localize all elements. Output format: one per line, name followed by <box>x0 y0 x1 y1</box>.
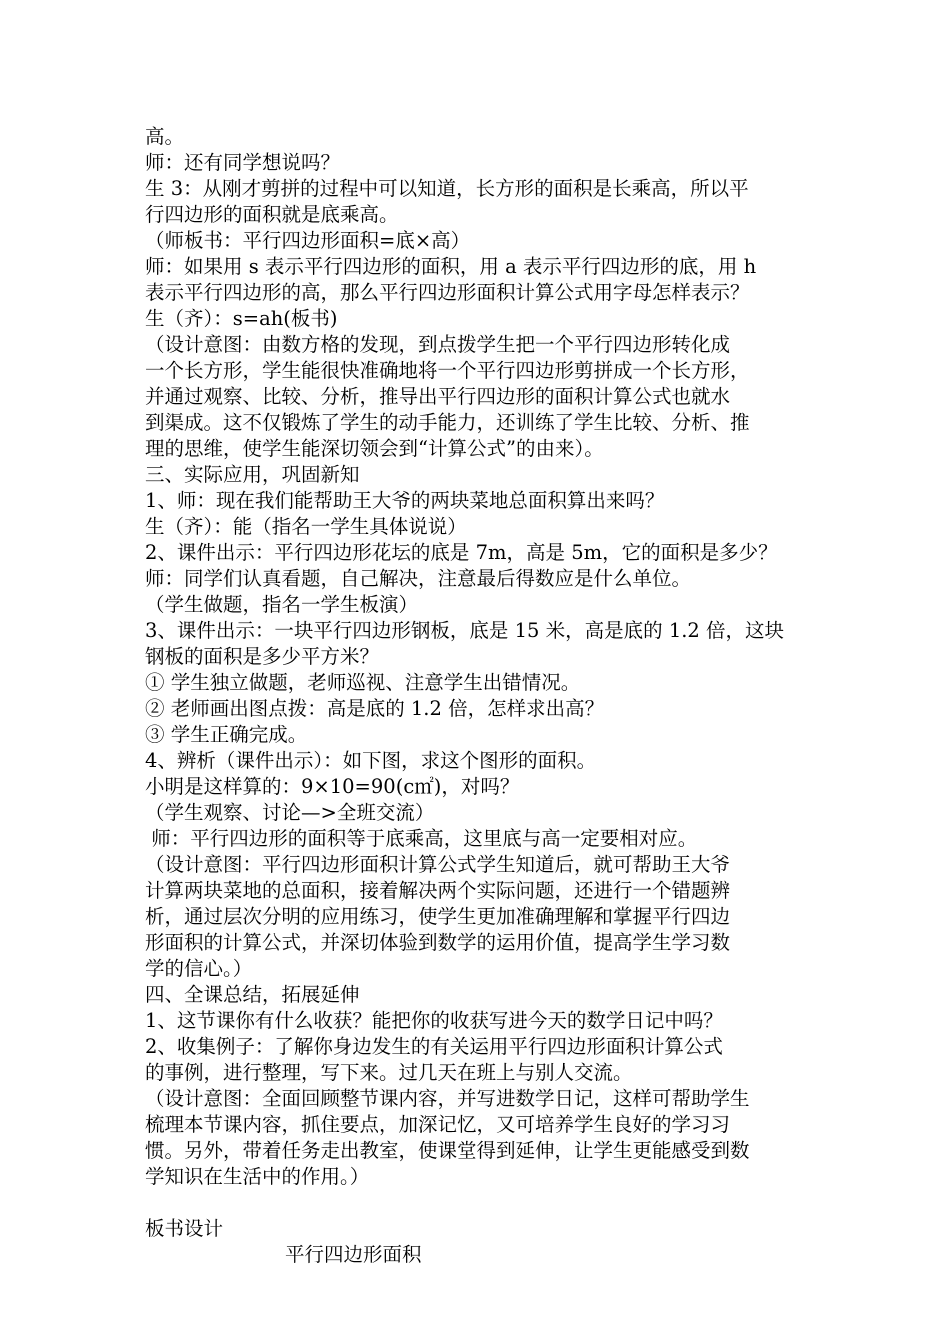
text-line: 析，通过层次分明的应用练习，使学生更加准确理解和掌握平行四边 <box>145 905 731 928</box>
section-heading: 四、全课总结，拓展延伸 <box>145 983 360 1006</box>
text-line: 3、课件出示：一块平行四边形钢板，底是 15 米，高是底的 1.2 倍，这块 <box>145 619 785 642</box>
text-line: 梳理本节课内容，抓住要点，加深记忆，又可培养学生良好的学习习 <box>145 1113 731 1136</box>
text-line: 生（齐）：能（指名一学生具体说说） <box>145 515 467 538</box>
text-line: （设计意图：由数方格的发现，到点拨学生把一个平行四边形转化成 <box>145 333 731 356</box>
text-line: 2、收集例子：了解你身边发生的有关运用平行四边形面积计算公式 <box>145 1035 723 1058</box>
text-line: 计算两块菜地的总面积，接着解决两个实际问题，还进行一个错题辨 <box>145 879 731 902</box>
text-line: 并通过观察、比较、分析，推导出平行四边形的面积计算公式也就水 <box>145 385 731 408</box>
text-line: 到渠成。这不仅锻炼了学生的动手能力，还训练了学生比较、分析、推 <box>145 411 750 434</box>
text-line: （设计意图：平行四边形面积计算公式学生知道后，就可帮助王大爷 <box>145 853 731 876</box>
text-line: 师：还有同学想说吗？ <box>145 151 341 174</box>
text-line: 形面积的计算公式，并深切体验到数学的运用价值，提高学生学习数 <box>145 931 731 954</box>
blank-line <box>145 1190 825 1216</box>
text-line: （学生做题，指名一学生板演） <box>145 593 419 616</box>
text-line: 2、课件出示：平行四边形花坛的底是 7m，高是 5m，它的面积是多少？ <box>145 541 778 564</box>
section-heading: 三、实际应用，巩固新知 <box>145 463 360 486</box>
text-line: 钢板的面积是多少平方米？ <box>145 645 380 668</box>
text-line: 师：如果用 s 表示平行四边形的面积，用 a 表示平行四边形的底，用 h <box>145 255 757 278</box>
text-line: 理的思维，使学生能深切领会到“计算公式”的由来）。 <box>145 437 604 460</box>
text-line: 1、师：现在我们能帮助王大爷的两块菜地总面积算出来吗？ <box>145 489 665 512</box>
text-line: 惯。另外，带着任务走出教室，使课堂得到延伸，让学生更能感受到数 <box>145 1139 750 1162</box>
text-line: 一个长方形，学生能很快准确地将一个平行四边形剪拼成一个长方形， <box>145 359 750 382</box>
text-line: 学的信心。） <box>145 957 253 980</box>
text-line: 1、这节课你有什么收获？能把你的收获写进今天的数学日记中吗？ <box>145 1009 723 1032</box>
document-body <box>145 124 825 1268</box>
text-line: 行四边形的面积就是底乘高。 <box>145 203 399 226</box>
text-line: ② 老师画出图点拨：高是底的 1.2 倍，怎样求出高？ <box>145 697 605 720</box>
text-line: 高。 <box>145 125 185 148</box>
text-line: ① 学生独立做题，老师巡视、注意学生出错情况。 <box>145 671 581 694</box>
text-line: 生 3：从刚才剪拼的过程中可以知道，长方形的面积是长乘高，所以平 <box>145 177 749 200</box>
text-line: 生（齐）：s=ah(板书) <box>145 307 338 330</box>
text-line: 表示平行四边形的高，那么平行四边形面积计算公式用字母怎样表示？ <box>145 281 750 304</box>
text-line: 小明是这样算的：9×10=90(c㎡)，对吗？ <box>145 775 520 798</box>
text-line: ③ 学生正确完成。 <box>145 723 308 746</box>
text-line: 师：平行四边形的面积等于底乘高，这里底与高一定要相对应。 <box>145 827 698 850</box>
text-line: 的事例，进行整理，写下来。过几天在班上与别人交流。 <box>145 1061 633 1084</box>
text-line: 师：同学们认真看题，自己解决，注意最后得数应是什么单位。 <box>145 567 692 590</box>
text-line: 4、辨析（课件出示）：如下图，求这个图形的面积。 <box>145 749 597 772</box>
text-line: 学知识在生活中的作用。） <box>145 1165 370 1188</box>
board-design-heading: 板书设计 <box>145 1217 224 1240</box>
text-line: （设计意图：全面回顾整节课内容，并写进数学日记，这样可帮助学生 <box>145 1087 750 1110</box>
text-line: （学生观察、讨论—>全班交流） <box>145 801 435 824</box>
text-line: （师板书：平行四边形面积=底×高） <box>145 229 471 252</box>
board-design-title: 平行四边形面积 <box>285 1243 422 1266</box>
